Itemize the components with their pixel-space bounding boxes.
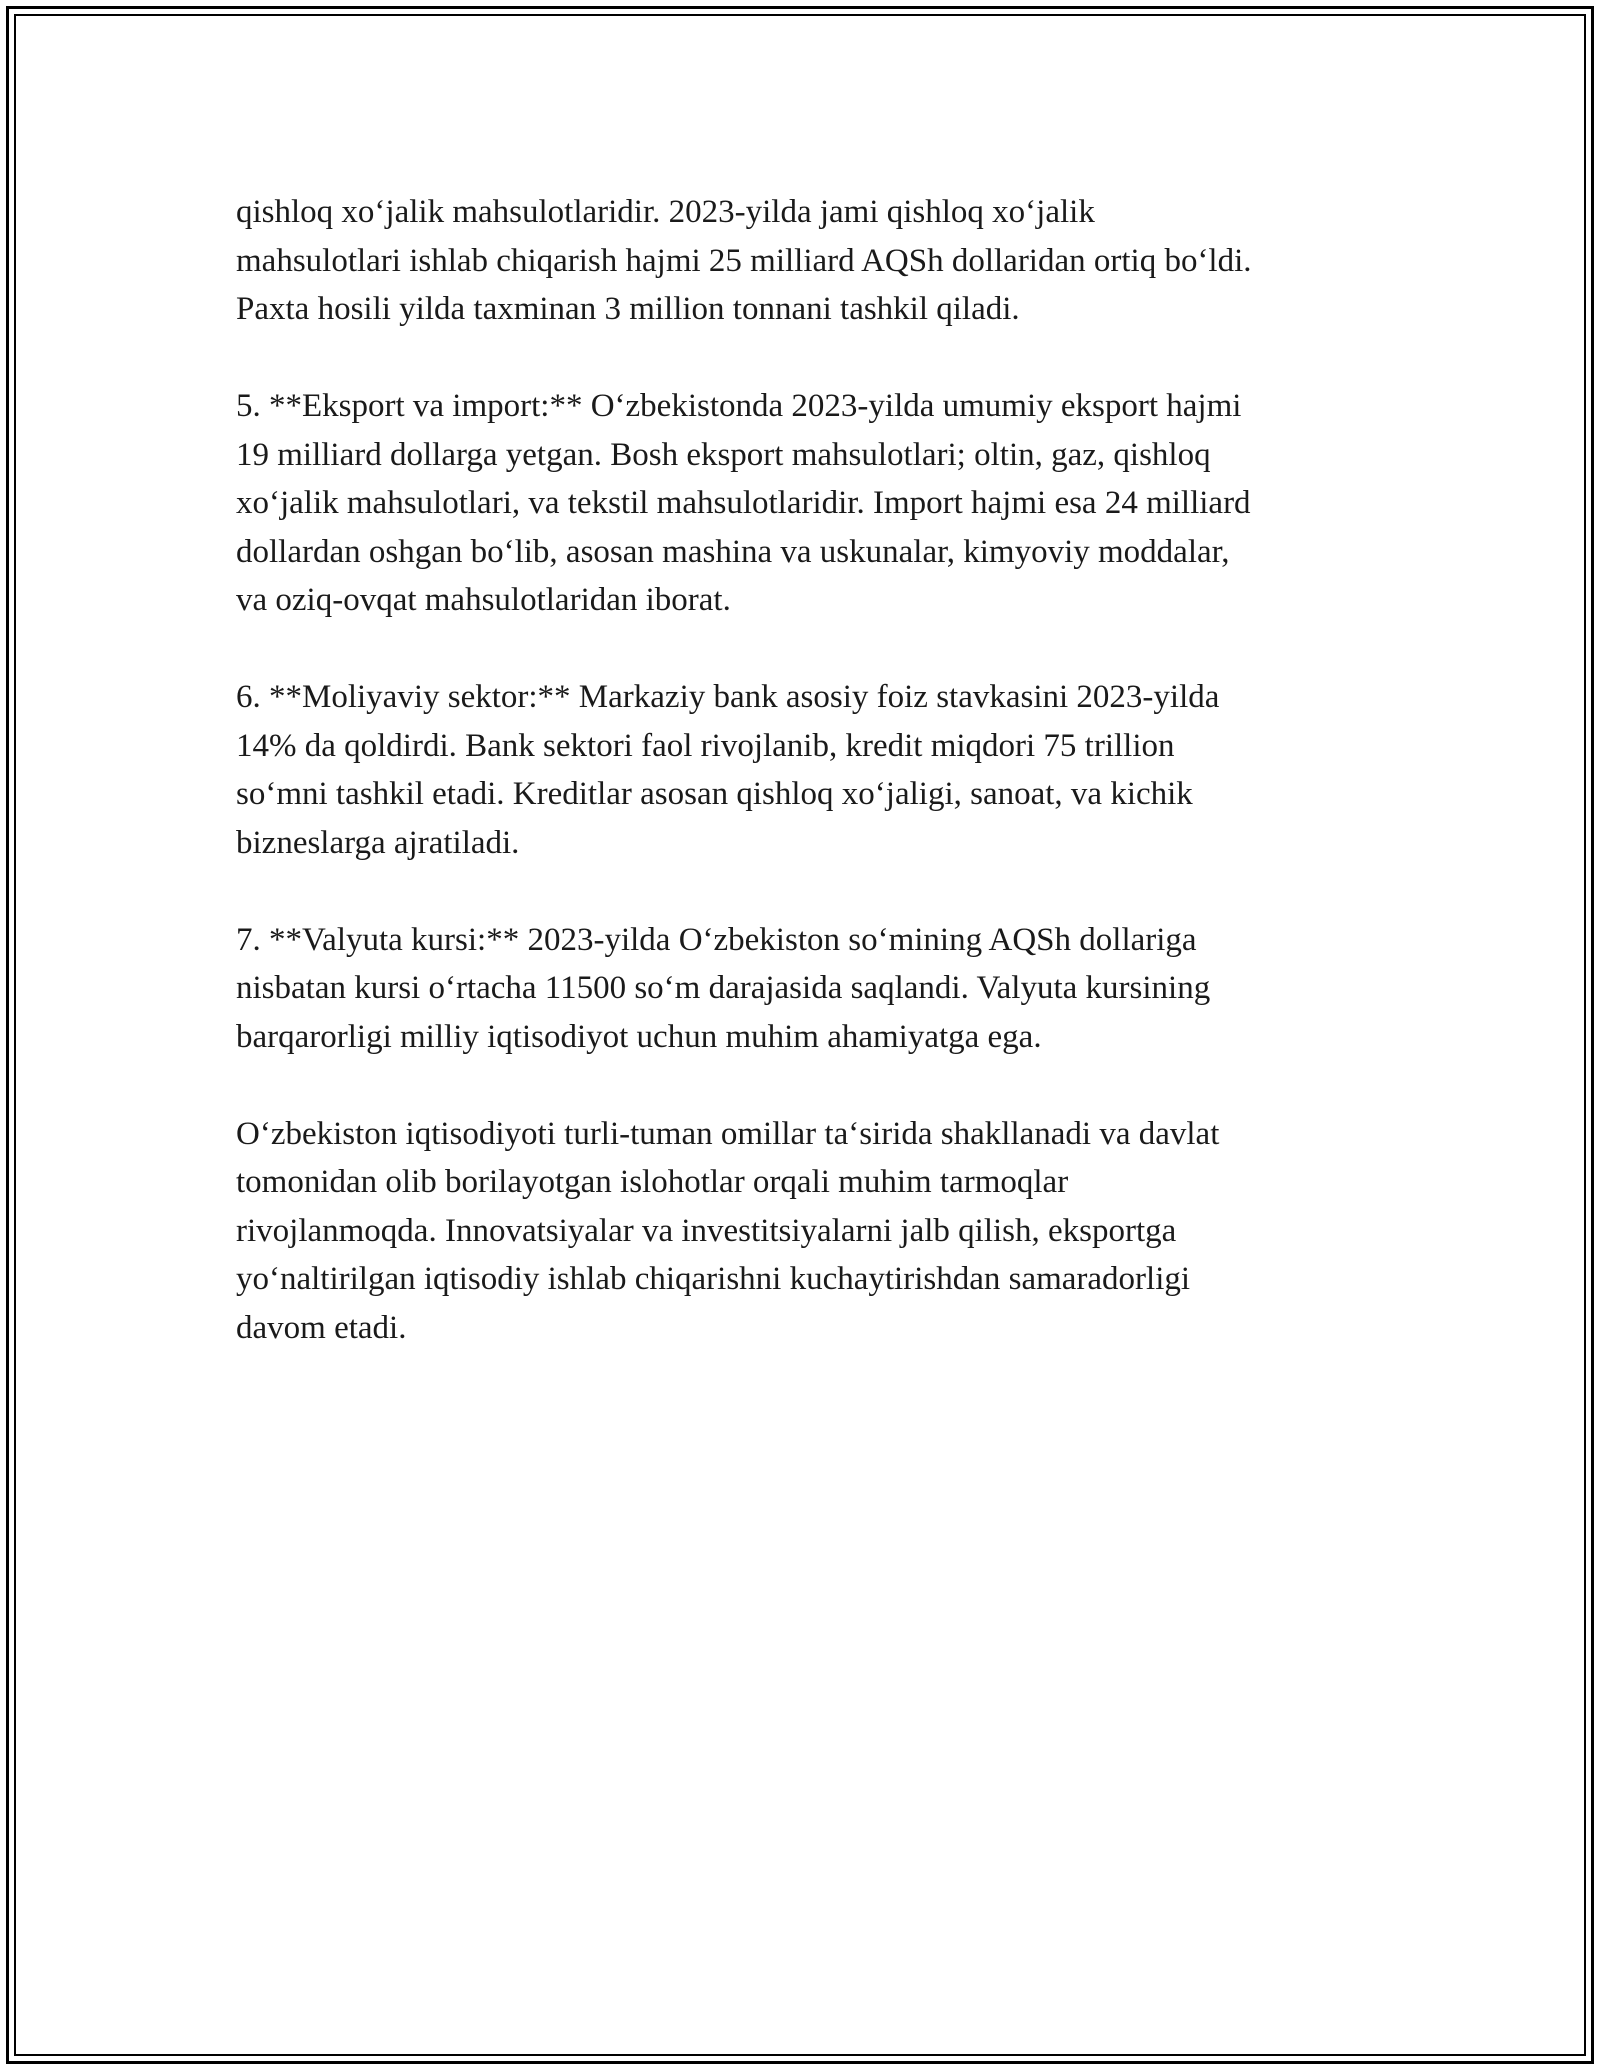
paragraph-financial-sector: 6. **Moliyaviy sektor:** Markaziy bank asosiy foiz stavkasini 2023-yilda 14% da qoldirdi. Bank sektori faol rivojlanib, kredit miqdori 75 trillion so‘mni tashkil etadi. Kreditlar asosan qishloq xo‘jaligi, sanoat, va kichik bizneslarga ajratiladi.	[236, 679, 1220, 861]
document-body	[236, 188, 1386, 1401]
paragraph-exchange-rate: 7. **Valyuta kursi:** 2023-yilda O‘zbekiston so‘mining AQSh dollariga nisbatan kursi o‘rtacha 11500 so‘m darajasida saqlandi. Valyuta kursining barqarorligi milliy iqtisodiyot uchun muhim ahamiyatga ega.	[236, 921, 1211, 1055]
paragraph-export-import: 5. **Eksport va import:** O‘zbekistonda 2023-yilda umumiy eksport hajmi 19 milliard dollarga yetgan. Bosh eksport mahsulotlari; oltin, gaz, qishloq xo‘jalik mahsulotlari, va tekstil mahsulotlaridir. Import hajmi esa 24 milliard dollardan oshgan bo‘lib, asosan mashina va uskunalar, kimyoviy moddalar, va oziq-ovqat mahsulotlaridan iborat.	[236, 388, 1251, 618]
paragraph-agriculture: qishloq xo‘jalik mahsulotlaridir. 2023-yilda jami qishloq xo‘jalik mahsulotlari ishlab chiqarish hajmi 25 milliard AQSh dollaridan ortiq bo‘ldi. Paxta hosili yilda taxminan 3 million tonnani tashkil qiladi.	[236, 194, 1252, 327]
paragraph-conclusion: O‘zbekiston iqtisodiyoti turli-tuman omillar ta‘sirida shakllanadi va davlat tomonidan olib borilayotgan islohotlar orqali muhim tarmoqlar rivojlanmoqda. Innovatsiyalar va investitsiyalarni jalb qilish, eksportga yo‘naltirilgan iqtisodiy ishlab chiqarishni kuchaytirishdan samaradorligi davom etadi.	[236, 1115, 1220, 1346]
